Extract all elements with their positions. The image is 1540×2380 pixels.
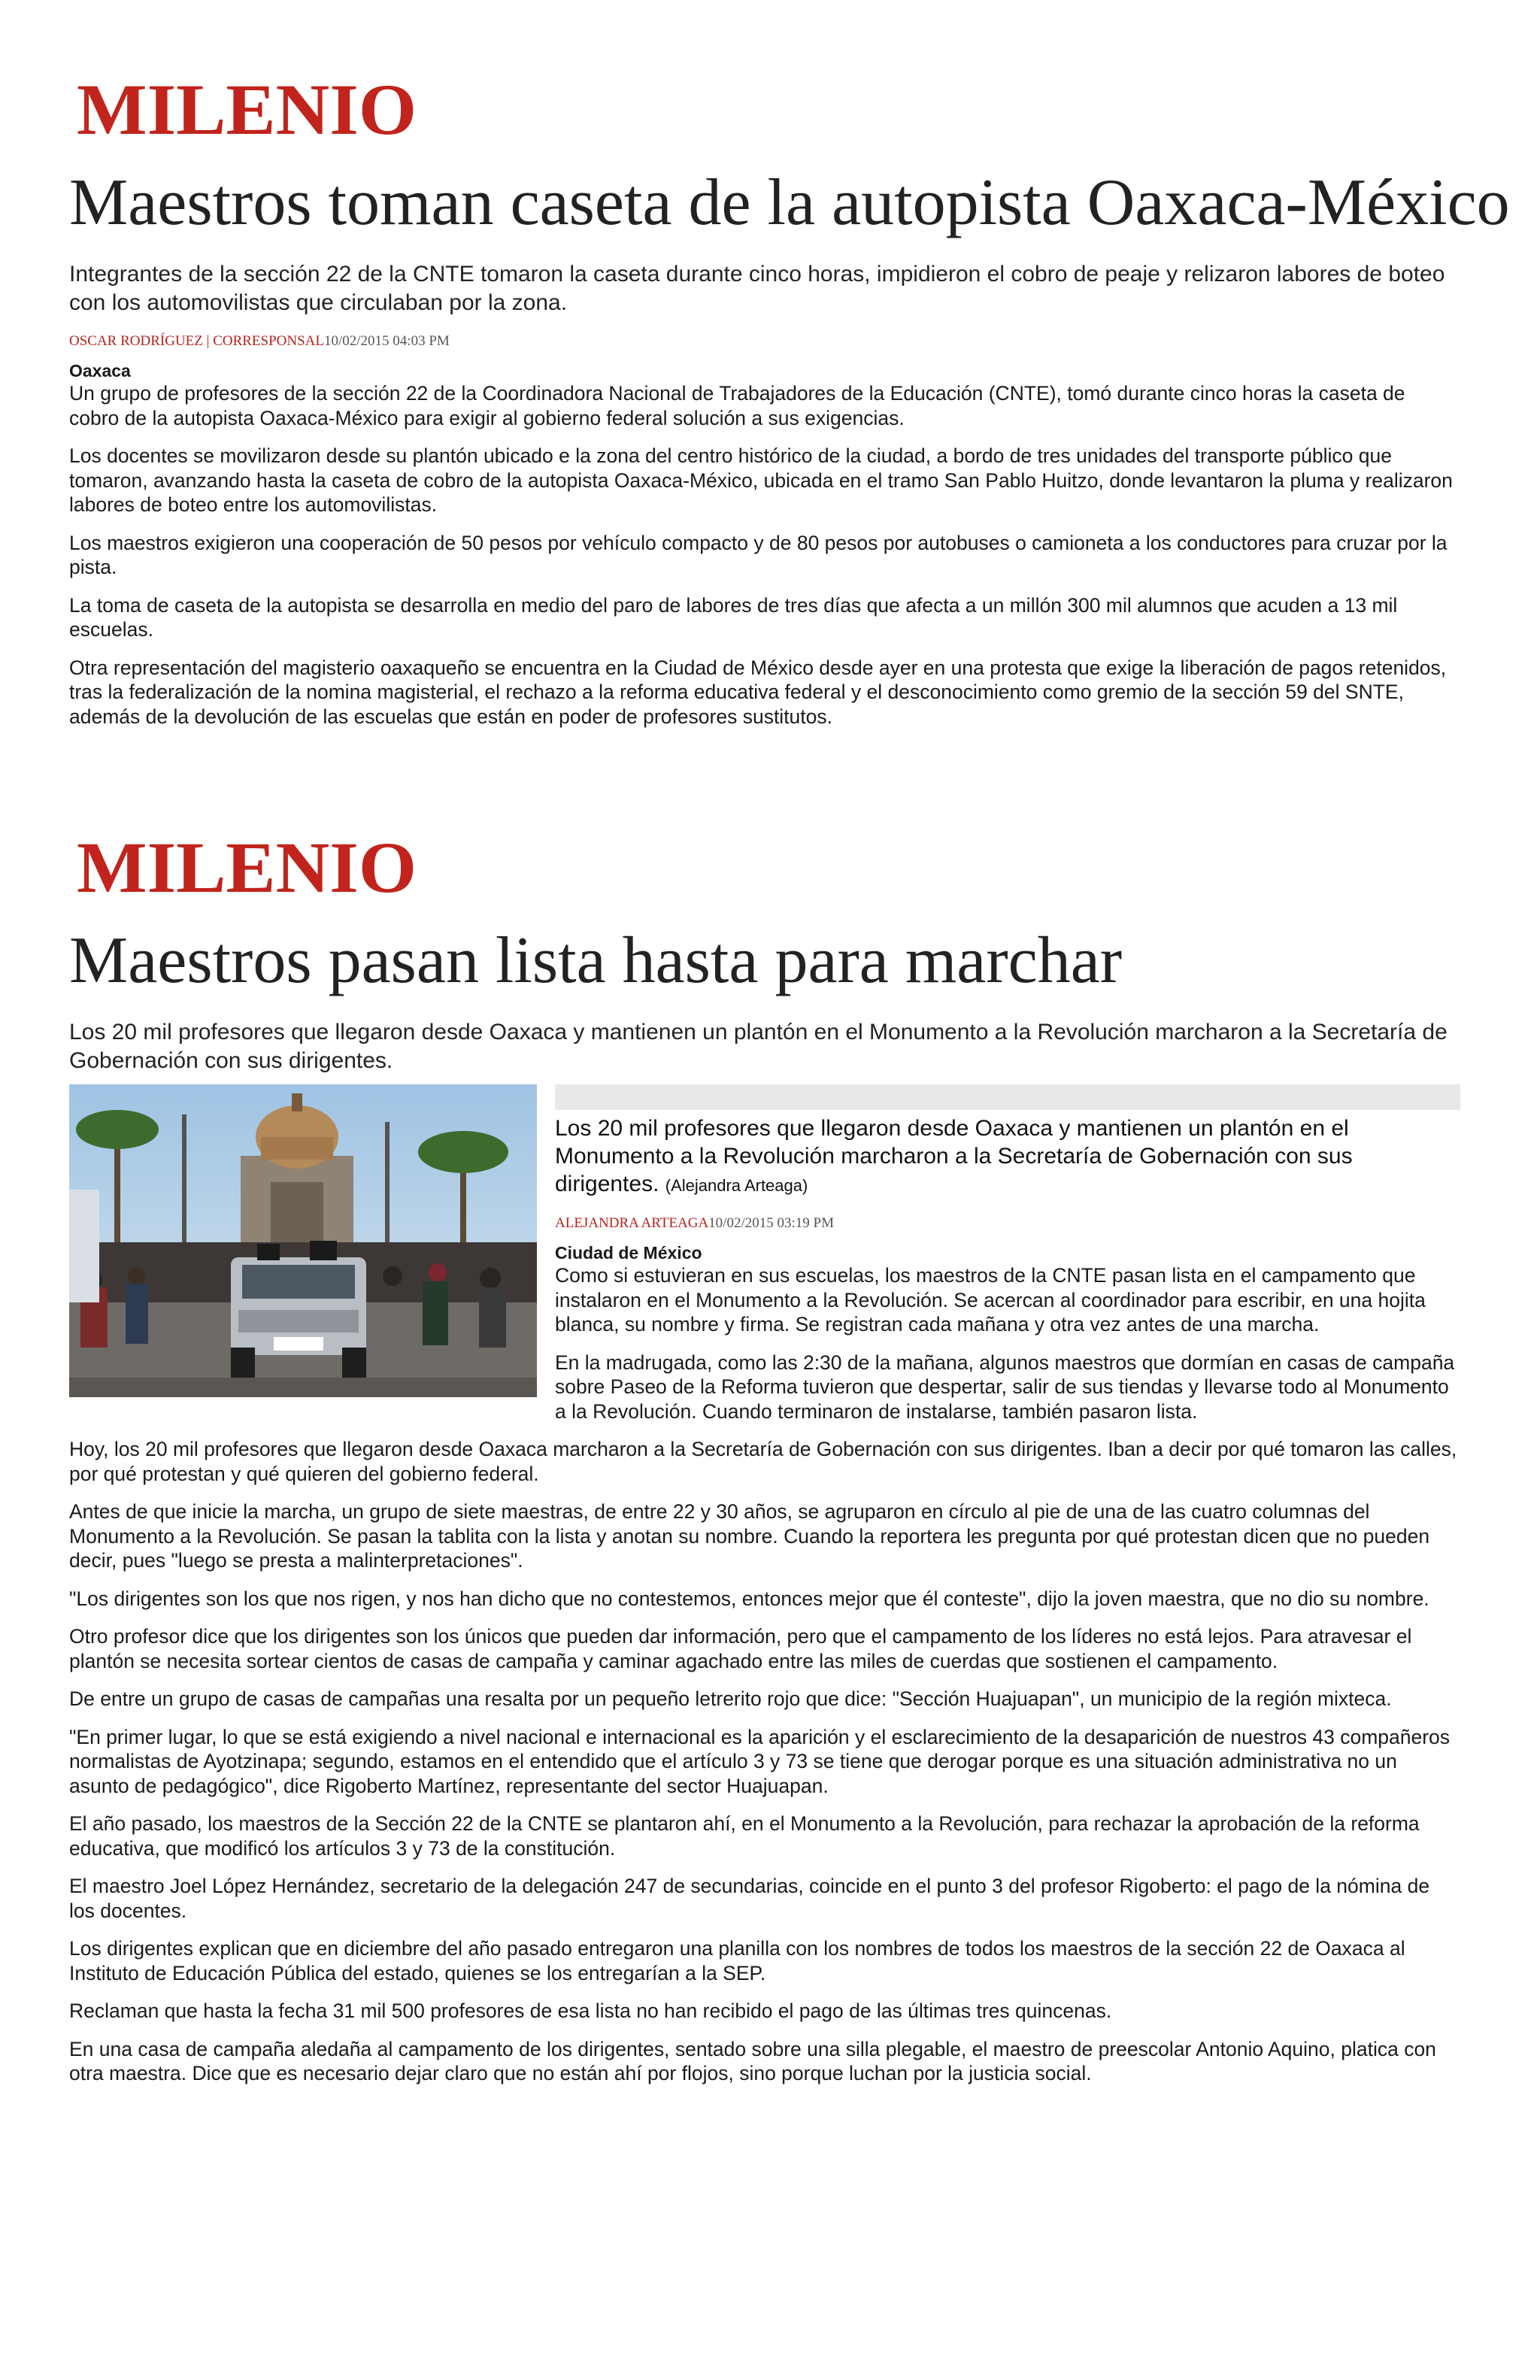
article-summary: Integrantes de la sección 22 de la CNTE tomaron la caseta durante cinco horas, impidieron el cobro de peaje y relizaron labores de boteo con los automovilistas que circulaban por la zona. xyxy=(69,262,1445,315)
byline xyxy=(69,332,1460,350)
paragraph: Otro profesor dice que los dirigentes son los únicos que pueden dar información, pero que el campamento de los líderes no está lejos. Para atravesar el plantón se necesita sortear cientos de casas de campaña y caminar agachado entre las miles de cuerdas que sostienen el campamento. xyxy=(69,1625,1412,1672)
paragraph: "En primer lugar, lo que se está exigiendo a nivel nacional e internacional es la aparición y el esclarecimiento de la desaparición de nuestros 43 compañeros normalistas de Ayotzinapa; segundo, estamos en el entendido que el artículo 3 y 73 se tiene que derogar porque es una situación administrativa no un asunto de pedagógico", dice Rigoberto Martínez, representante del sector Huajuapan. xyxy=(69,1725,1451,1797)
author-link[interactable]: OSCAR RODRÍGUEZ | CORRESPONSAL xyxy=(69,333,324,349)
article-caseta xyxy=(69,69,1510,742)
article-pasan-lista xyxy=(69,827,1460,2100)
logo-text: MILENIO xyxy=(77,827,417,904)
milenio-logo[interactable] xyxy=(77,69,423,146)
article-body xyxy=(69,381,1460,729)
paragraph: En una casa de campaña aledaña al campamento de los dirigentes, sentado sobre una silla plegable, el maestro de preescolar Antonio Aquino, platica con otra maestra. Dice que es necesario dejar claro que no están ahí por flojos, sino porque luchan por la justicia social. xyxy=(69,2037,1436,2084)
paragraph: Un grupo de profesores de la sección 22 de la Coordinadora Nacional de Trabajadores de la Educación (CNTE), tomó durante cinco horas la caseta de cobro de la autopista Oaxaca-México para exigir al gobierno federal solución a sus exigencias. xyxy=(69,382,1405,429)
paragraph: Hoy, los 20 mil profesores que llegaron desde Oaxaca marcharon a la Secretaría de Gobernación con sus dirigentes. Iban a decir por qué tomaron las calles, por qué protestan y qué quieren del gobierno federal. xyxy=(69,1438,1457,1485)
paragraph: Reclaman que hasta la fecha 31 mil 500 profesores de esa lista no han recibido el pago de las últimas tres quincenas. xyxy=(69,2000,1112,2022)
paragraph: Los dirigentes explican que en diciembre del año pasado entregaron una planilla con los nombres de todos los maestros de la sección 22 de Oaxaca al Instituto de Educación Pública del estado, quienes se los entregarían a la SEP. xyxy=(69,1937,1405,1984)
author-link[interactable]: ALEJANDRA ARTEAGA xyxy=(555,1215,709,1231)
paragraph: De entre un grupo de casas de campañas una resalta por un pequeño letrerito rojo que dice: "Sección Huajuapan", un municipio de la región mixteca. xyxy=(69,1687,1392,1710)
timestamp: 10/02/2015 03:19 PM xyxy=(708,1215,834,1231)
headline: Maestros pasan lista hasta para marchar xyxy=(69,924,1123,997)
paragraph: El maestro Joel López Hernández, secretario de la delegación 247 de secundarias, coincide en el punto 3 del profesor Rigoberto: el pago de la nómina de los docentes. xyxy=(69,1875,1430,1922)
photo-credit: (Alejandra Arteaga) xyxy=(665,1176,808,1195)
photo-block xyxy=(69,1084,1460,2086)
paragraph: El año pasado, los maestros de la Sección 22 de la CNTE se plantaron ahí, en el Monumento a la Revolución, para rechazar la aprobación de la reforma educativa, que modificó los artículos 3 y 73 de la constitución. xyxy=(69,1812,1420,1860)
paragraph: Como si estuvieran en sus escuelas, los maestros de la CNTE pasan lista en el campamento que instalaron en el Monumento a la Revolución. Se acercan al coordinador para escribir, en una hojita blanca, su nombre y firma. Se registran cada mañana y otra vez antes de una marcha. xyxy=(555,1264,1426,1336)
paragraph: Otra representación del magisterio oaxaqueño se encuentra en la Ciudad de México desde ayer en una protesta que exige la liberación de pagos retenidos, tras la federalización de la nomina magisterial, el rechazo a la reforma educativa federal y el desconocimiento como gremio de la sección 59 del SNTE, además de la devolución de las escuelas que están en poder de profesores sustitutos. xyxy=(69,656,1447,728)
article-summary: Los 20 mil profesores que llegaron desde Oaxaca y mantienen un plantón en el Monumento a la Revolución marcharon a la Secretaría de Gobernación con sus dirigentes. xyxy=(69,1020,1448,1073)
paragraph: Los docentes se movilizaron desde su plantón ubicado e la zona del centro histórico de la ciudad, a bordo de tres unidades del transporte público que tomaron, avanzando hasta la caseta de cobro de la autopista Oaxaca-México, ubicada en el tramo San Pablo Huitzo, donde levantaron la pluma y realizaron labores de boteo entre los automovilistas. xyxy=(69,444,1453,516)
photo-caption-text: Los 20 mil profesores que llegaron desde Oaxaca y mantienen un plantón en el Monumento a la Revolución marcharon a la Secretaría de Gobernación con sus dirigentes. xyxy=(555,1116,1353,1196)
paragraph: "Los dirigentes son los que nos rigen, y nos han dicho que no contestemos, entonces mejor que él conteste", dijo la joven maestra, que no dio su nombre. xyxy=(69,1587,1429,1610)
paragraph: En la madrugada, como las 2:30 de la mañana, algunos maestros que dormían en casas de campaña sobre Paseo de la Reforma tuvieron que despertar, salir de sus tiendas y llevarse todo al Monumento a la Revolución. Cuando terminaron de instalarse, también pasaron lista. xyxy=(555,1351,1455,1423)
dateline: Ciudad de México xyxy=(555,1243,702,1263)
milenio-logo[interactable] xyxy=(77,827,423,904)
paragraph: Los maestros exigieron una cooperación de 50 pesos por vehículo compacto y de 80 pesos por autobuses o camioneta a los conductores para cruzar por la pista. xyxy=(69,531,1448,578)
paragraph: La toma de caseta de la autopista se desarrolla en medio del paro de labores de tres días que afecta a un millón 300 mil alumnos que acuden a 13 mil escuelas. xyxy=(69,593,1398,641)
paragraph: Antes de que inicie la marcha, un grupo de siete maestras, de entre 22 y 30 años, se agruparon en círculo al pie de una de las cuatro columnas del Monumento a la Revolución. Se pasan la tablita con la lista y anotan su nombre. Cuando la reportera les pregunta por qué protestan dicen que no pueden decir, pues "luego se presta a malinterpretaciones". xyxy=(69,1500,1430,1572)
caption-bar xyxy=(555,1084,1460,1110)
headline: Maestros toman caseta de la autopista Oaxaca-México xyxy=(69,166,1510,239)
timestamp: 10/02/2015 04:03 PM xyxy=(324,333,450,349)
news-photo[interactable] xyxy=(69,1084,537,1397)
dateline: Oaxaca xyxy=(69,361,131,380)
logo-text: MILENIO xyxy=(77,69,417,146)
